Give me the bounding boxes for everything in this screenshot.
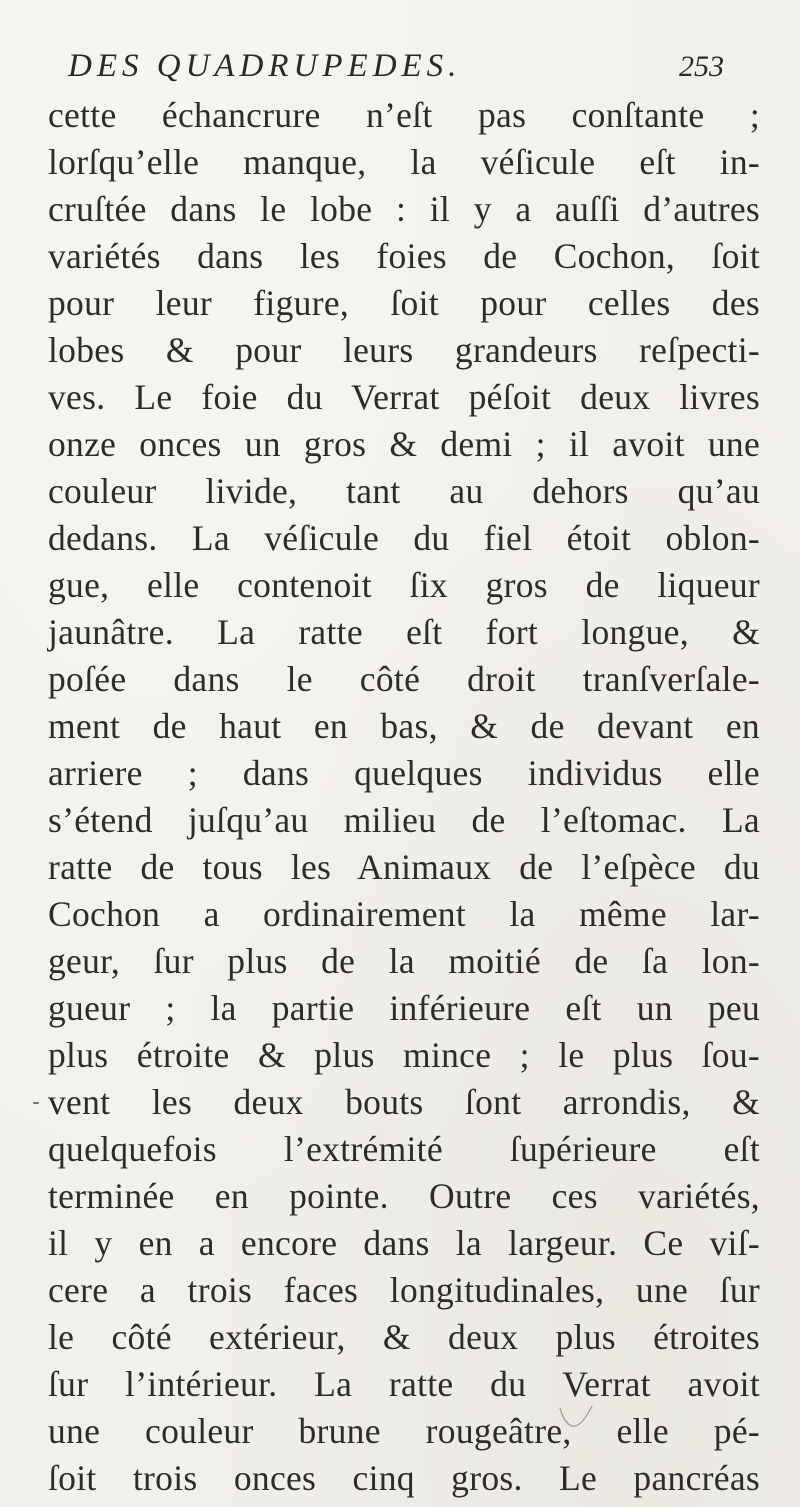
text-line-2: lorſqu’elle manque, la véſicule eſt in-	[48, 142, 760, 182]
body-text	[48, 92, 760, 1502]
text-line-29: une couleur brune rougeâtre, elle pé-	[48, 1411, 760, 1451]
text-line-6: lobes & pour leurs grandeurs reſpecti-	[48, 330, 760, 370]
text-line-8: onze onces un gros & demi ; il avoit une	[48, 424, 760, 464]
text-line-13: poſée dans le côté droit tranſverſale-	[48, 659, 760, 699]
text-line-26: cere a trois faces longitudinales, une ſur	[48, 1270, 760, 1310]
text-line-10: dedans. La véſicule du fiel étoit oblon-	[48, 518, 760, 558]
text-line-1: cette échancrure n’eſt pas conſtante ;	[48, 95, 760, 135]
text-line-24: terminée en pointe. Outre ces variétés,	[48, 1176, 760, 1216]
text-line-22: vent les deux bouts ſont arrondis, &	[48, 1082, 760, 1122]
text-line-27: le côté extérieur, & deux plus étroites	[48, 1317, 760, 1357]
text-line-30: ſoit trois onces cinq gros. Le pancréas	[48, 1458, 760, 1498]
text-line-7: ves. Le foie du Verrat péſoit deux livres	[48, 377, 760, 417]
text-line-9: couleur livide, tant au dehors qu’au	[48, 471, 760, 511]
pencil-check-mark	[556, 1402, 596, 1430]
text-line-25: il y en a encore dans la largeur. Ce viſ-	[48, 1223, 760, 1263]
page-number: 253	[679, 50, 724, 83]
text-line-5: pour leur figure, ſoit pour celles des	[48, 283, 760, 323]
text-line-21: plus étroite & plus mince ; le plus ſou-	[48, 1035, 760, 1075]
text-line-16: s’étend juſqu’au milieu de l’eſtomac. La	[48, 800, 760, 840]
text-line-14: ment de haut en bas, & de devant en	[48, 706, 760, 746]
text-line-23: quelquefois l’extrémité ſupérieure eſt	[48, 1129, 760, 1169]
text-line-4: variétés dans les foies de Cochon, ſoit	[48, 236, 760, 276]
text-line-3: cruſtée dans le lobe : il y a auſſi d’autres	[48, 189, 760, 229]
text-line-19: geur, ſur plus de la moitié de ſa lon-	[48, 941, 760, 981]
text-line-20: gueur ; la partie inférieure eſt un peu	[48, 988, 760, 1028]
text-line-11: gue, elle contenoit ſix gros de liqueur	[48, 565, 760, 605]
text-line-28: ſur l’intérieur. La ratte du Verrat avoit	[48, 1364, 760, 1404]
text-line-15: arriere ; dans quelques individus elle	[48, 753, 760, 793]
running-header	[68, 48, 728, 92]
text-line-17: ratte de tous les Animaux de l’eſpèce du	[48, 847, 760, 887]
margin-ink-mark	[33, 1102, 39, 1104]
text-line-18: Cochon a ordinairement la même lar-	[48, 894, 760, 934]
text-line-12: jaunâtre. La ratte eſt fort longue, &	[48, 612, 760, 652]
running-title: DES QUADRUPEDES.	[68, 48, 462, 84]
